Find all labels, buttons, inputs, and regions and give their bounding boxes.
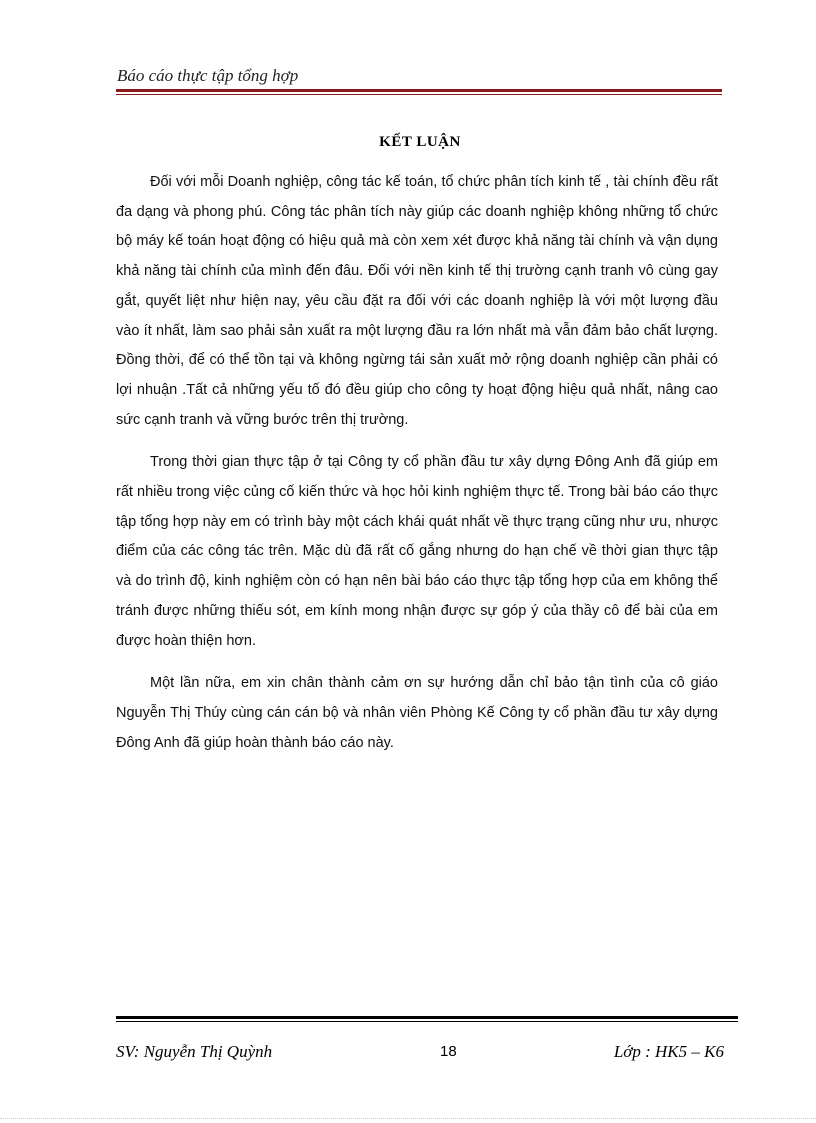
paragraph-2: Trong thời gian thực tập ở tại Công ty cổ phần đầu tư xây dựng Đông Anh đã giúp em rất nhiều trong việc củng cố kiến thức và học hỏi kinh nghiệm thực tế. Trong bài báo cáo thực tập tổng hợp này em có trình bày một cách khái quát nhất về thực trạng cũng như ưu, nhược điểm của các công tác trên. Mặc dù đã rất cố gắng nhưng do hạn chế về thời gian thực tập và do trình độ, kinh nghiệm còn có hạn nên bài báo cáo thực tập tổng hợp của em không thể tránh được những thiếu sót, em kính mong nhận được sự góp ý của thầy cô để bài của em được hoàn thiện hơn.	[116, 454, 718, 649]
paragraph-1: Đối với mỗi Doanh nghiệp, công tác kế toán, tổ chức phân tích kinh tế , tài chính đều rất đa dạng và phong phú. Công tác phân tích này giúp các doanh nghiệp không những tổ chức bộ máy kế toán hoạt động có hiệu quả mà còn xem xét được khả năng tài chính và vận dụng khả năng tài chính của mình đến đâu. Đối với nền kinh tế thị trường cạnh tranh vô cùng gay gắt, quyết liệt như hiện nay, yêu cầu đặt ra đối với các doanh nghiệp là với một lượng đầu vào ít nhất, làm sao phải sản xuất ra một lượng đầu ra lớn nhất mà vẫn đảm bảo chất lượng. Đồng thời, để có thể tồn tại và không ngừng tái sản xuất mở rộng doanh nghiệp cần phải có lợi nhuận .Tất cả những yếu tố đó đều giúp cho công ty hoạt động hiệu quả nhất, nâng cao sức cạnh tranh và vững bước trên thị trường.	[116, 174, 718, 428]
footer-rule	[116, 1016, 738, 1019]
footer-rule-thin	[116, 1021, 738, 1022]
page-title: KẾT LUẬN	[379, 134, 461, 150]
footer-class: Lớp : HK5 – K6	[613, 1042, 724, 1061]
header-rule-thin	[116, 94, 722, 95]
page-edge-divider	[0, 1118, 816, 1119]
page-number: 18	[440, 1043, 457, 1060]
header-title: Báo cáo thực tập tổng hợp	[117, 66, 299, 85]
header-rule	[116, 89, 722, 92]
paragraph-3: Một lần nữa, em xin chân thành cảm ơn sự hướng dẫn chỉ bảo tận tình của cô giáo Nguyễn Thị Thúy cùng cán cán bộ và nhân viên Phòng Kế Công ty cổ phần đầu tư xây dựng Đông Anh đã giúp hoàn thành báo cáo này.	[116, 675, 718, 751]
body-text	[116, 168, 718, 771]
footer-student-name: SV: Nguyễn Thị Quỳnh	[116, 1042, 273, 1061]
